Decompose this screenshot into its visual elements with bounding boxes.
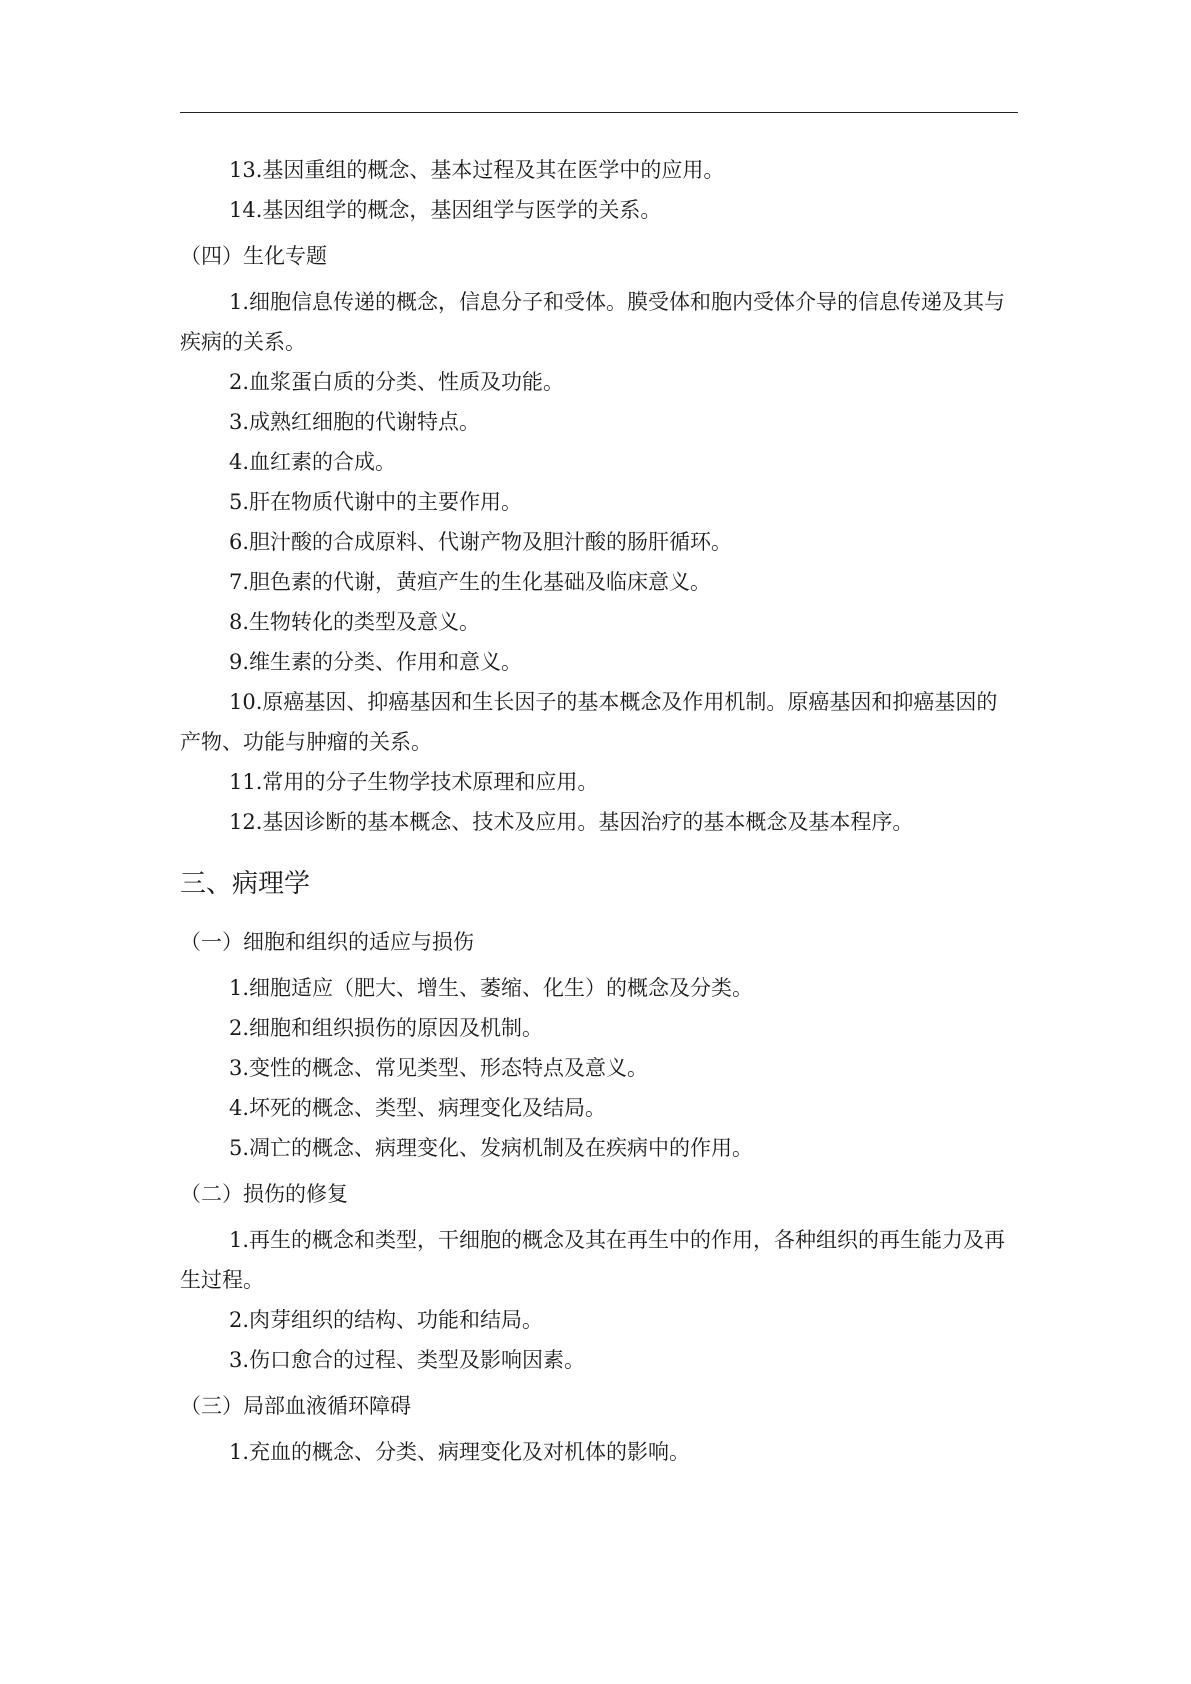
list-item: 8.生物转化的类型及意义。	[229, 610, 481, 634]
list-item: 11.常用的分子生物学技术原理和应用。	[229, 770, 599, 794]
list-item: 3.变性的概念、常见类型、形态特点及意义。	[229, 1056, 649, 1080]
subsection-heading: （三）局部血液循环障碍	[180, 1394, 411, 1418]
list-item: 7.胆色素的代谢，黄疸产生的生化基础及临床意义。	[229, 570, 712, 594]
list-item: 5.凋亡的概念、病理变化、发病机制及在疾病中的作用。	[229, 1136, 754, 1160]
list-item: 14.基因组学的概念，基因组学与医学的关系。	[229, 198, 662, 222]
subsection-heading: （四）生化专题	[180, 244, 327, 268]
list-item: 4.血红素的合成。	[229, 450, 397, 474]
list-item: 3.伤口愈合的过程、类型及影响因素。	[229, 1348, 586, 1372]
list-item: 1.充血的概念、分类、病理变化及对机体的影响。	[229, 1440, 691, 1464]
list-item: 10.原癌基因、抑癌基因和生长因子的基本概念及作用机制。原癌基因和抑癌基因的产物、功能与肿瘤的关系。	[180, 690, 998, 754]
header-rule	[180, 112, 1018, 113]
list-item: 13.基因重组的概念、基本过程及其在医学中的应用。	[229, 158, 725, 182]
list-item: 5.肝在物质代谢中的主要作用。	[229, 490, 523, 514]
list-item: 2.血浆蛋白质的分类、性质及功能。	[229, 370, 565, 394]
list-item: 6.胆汁酸的合成原料、代谢产物及胆汁酸的肠肝循环。	[229, 530, 733, 554]
chapter-title: 三、病理学	[180, 869, 311, 899]
list-item: 1.再生的概念和类型，干细胞的概念及其在再生中的作用，各种组织的再生能力及再生过程。	[180, 1228, 1006, 1292]
list-item: 2.肉芽组织的结构、功能和结局。	[229, 1308, 544, 1332]
subsection-heading: （一）细胞和组织的适应与损伤	[180, 930, 474, 954]
list-item: 1.细胞适应（肥大、增生、萎缩、化生）的概念及分类。	[229, 976, 754, 1000]
list-item: 9.维生素的分类、作用和意义。	[229, 650, 523, 674]
list-item: 2.细胞和组织损伤的原因及机制。	[229, 1016, 544, 1040]
subsection-heading: （二）损伤的修复	[180, 1182, 348, 1206]
list-item: 4.坏死的概念、类型、病理变化及结局。	[229, 1096, 607, 1120]
document-body	[180, 150, 1018, 1472]
list-item: 3.成熟红细胞的代谢特点。	[229, 410, 481, 434]
list-item: 12.基因诊断的基本概念、技术及应用。基因治疗的基本概念及基本程序。	[229, 810, 914, 834]
list-item: 1.细胞信息传递的概念，信息分子和受体。膜受体和胞内受体介导的信息传递及其与疾病的关系。	[180, 290, 1006, 354]
